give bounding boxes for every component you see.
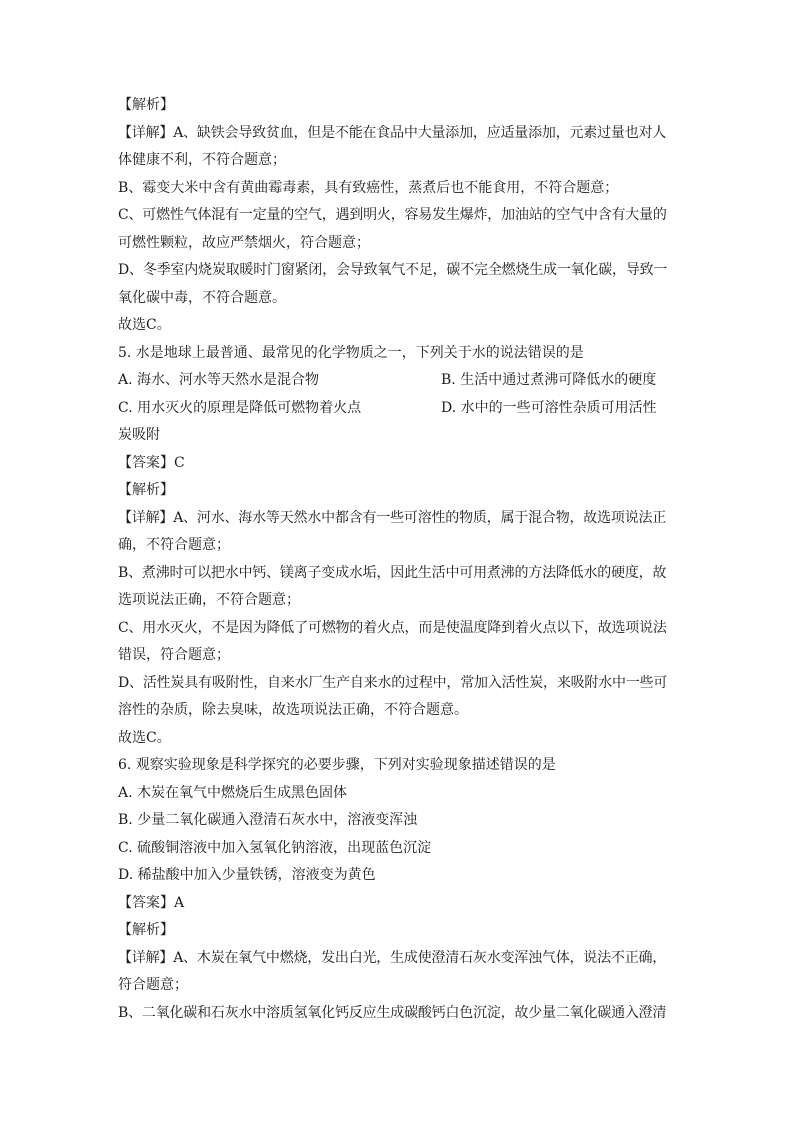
- text-line: 确，不符合题意；: [118, 537, 230, 553]
- text-line: B、煮沸时可以把水中钙、镁离子变成水垢，因此生活中可用煮沸的方法降低水的硬度，故: [118, 564, 667, 581]
- question-5-option-a: A. 海水、河水等天然水是混合物: [118, 372, 320, 388]
- document-body: [118, 92, 678, 1027]
- text-line: D、冬季室内烧炭取暖时门窗紧闭，会导致氧气不足，碳不完全燃烧生成一氧化碳，导致一: [118, 262, 668, 278]
- text-line: 可燃性颗粒，故应严禁烟火，符合题意；: [118, 234, 370, 251]
- text-line: 体健康不利，不符合题意；: [118, 152, 286, 168]
- text-line: 故选C。: [118, 729, 171, 746]
- text-line: 【解析】: [118, 97, 174, 113]
- analysis-label: 【解析】: [118, 922, 174, 938]
- text-line: B、二氧化碳和石灰水中溶质氢氧化钙反应生成碳酸钙白色沉淀，故少量二氧化碳通入澄清: [118, 1004, 667, 1021]
- question-6-option-d: D. 稀盐酸中加入少量铁锈，溶液变为黄色: [118, 867, 376, 883]
- question-5-option-d: D. 水中的一些可溶性杂质可用活性: [441, 399, 657, 416]
- text-line: C、用水灭火，不是因为降低了可燃物的着火点，而是使温度降到着火点以下，故选项说法: [118, 619, 667, 636]
- text-line: D、活性炭具有吸附性，自来水厂生产自来水的过程中，常加入活性炭，来吸附水中一些可: [118, 674, 668, 691]
- text-line: 溶性的杂质，除去臭味，故选项说法正确，不符合题意。: [118, 702, 468, 718]
- text-line: 符合题意；: [118, 977, 188, 993]
- text-line: B、霉变大米中含有黄曲霉毒素，具有致癌性，蒸煮后也不能食用，不符合题意；: [118, 179, 619, 196]
- question-5-option-b: B. 生活中通过煮沸可降低水的硬度: [441, 372, 657, 388]
- text-line: 【详解】A、木炭在氧气中燃烧，发出白光，生成使澄清石灰水变浑浊气体，说法不正确，: [118, 949, 667, 966]
- question-6-option-b: B. 少量二氧化碳通入澄清石灰水中，溶液变浑浊: [118, 812, 418, 828]
- text-line: 炭吸附: [118, 427, 160, 443]
- answer-label: 【答案】A: [118, 894, 185, 911]
- answer-label: 【答案】C: [118, 454, 185, 471]
- question-5-options-row-1: [118, 367, 678, 395]
- text-line: 错误，符合题意；: [118, 647, 230, 663]
- text-line: 【详解】A、缺铁会导致贫血，但是不能在食品中大量添加，应适量添加，元素过量也对人: [118, 124, 667, 141]
- text-line: 选项说法正确，不符合题意；: [118, 592, 300, 608]
- analysis-label: 【解析】: [118, 482, 174, 498]
- question-6-stem: 6. 观察实验现象是科学探究的必要步骤，下列对实验现象描述错误的是: [118, 757, 556, 773]
- question-5-options-row-2: [118, 395, 678, 423]
- text-line: 故选C。: [118, 317, 171, 333]
- text-line: 【详解】A、河水、海水等天然水中都含有一些可溶性的物质，属于混合物，故选项说法正: [118, 509, 667, 526]
- text-line: 氧化碳中毒，不符合题意。: [118, 289, 286, 306]
- question-5-option-c: C. 用水灭火的原理是降低可燃物着火点: [118, 399, 362, 416]
- text-line: C、可燃性气体混有一定量的空气，遇到明火，容易发生爆炸，加油站的空气中含有大量的: [118, 207, 667, 223]
- question-6-option-c: C. 硫酸铜溶液中加入氢氧化钠溶液，出现蓝色沉淀: [118, 839, 432, 856]
- question-5-stem: 5. 水是地球上最普通、最常见的化学物质之一，下列关于水的说法错误的是: [118, 344, 584, 361]
- question-6-option-a: A. 木炭在氧气中燃烧后生成黑色固体: [118, 784, 348, 801]
